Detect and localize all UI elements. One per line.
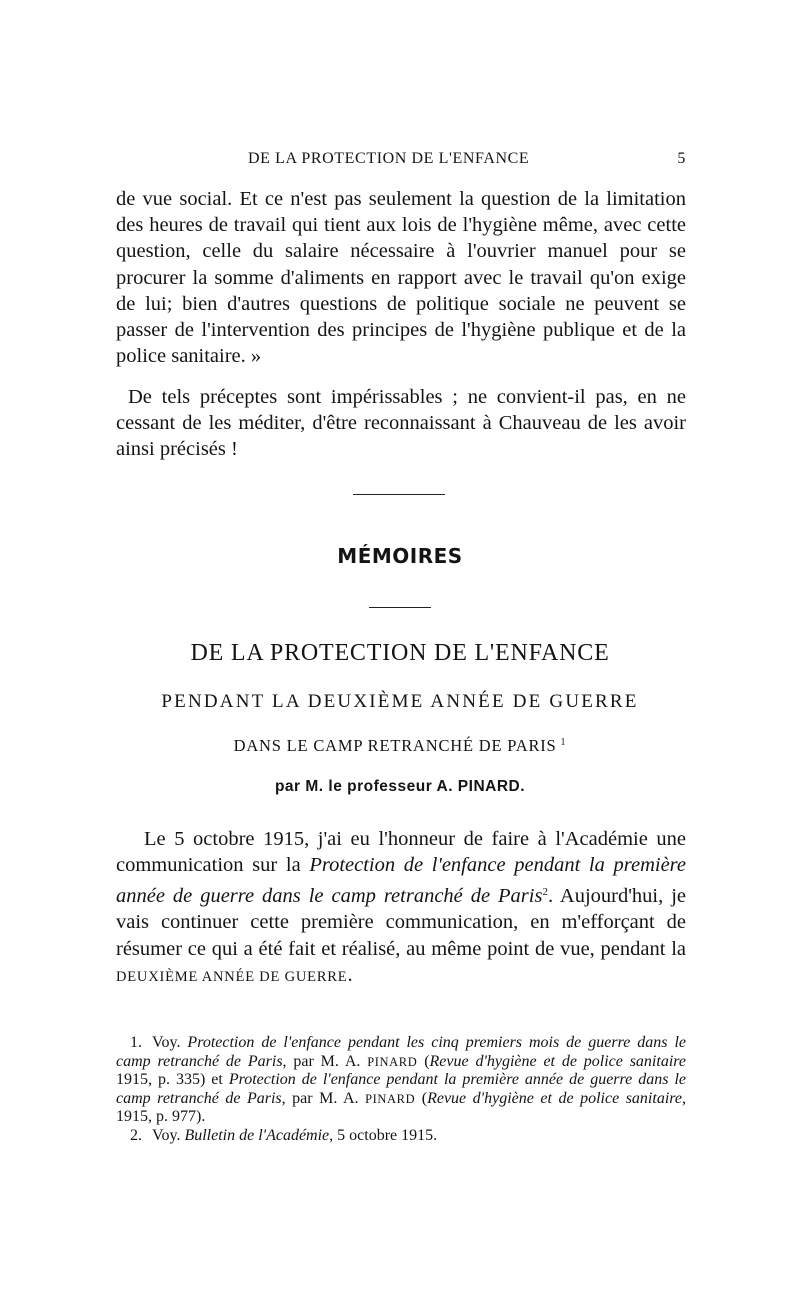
- footnote-1-text-k: (: [415, 1089, 428, 1107]
- footnote-2-number: 2.: [130, 1126, 142, 1144]
- footnote-1-author-2: PINARD: [365, 1091, 416, 1106]
- body-emphasis: DEUXIÈME ANNÉE DE GUERRE: [116, 969, 348, 986]
- footnote-1-journal-1: Revue d'hygiène et de police sanitaire: [429, 1052, 686, 1070]
- footnote-1-journal-2: Revue d'hygiène et de police sanitaire: [427, 1089, 683, 1107]
- article-subtitle-2: [0, 736, 800, 756]
- separator-rule: [353, 494, 445, 495]
- page-number: 5: [677, 150, 686, 167]
- footnote-1: [116, 1034, 686, 1127]
- footnote-1-text-m: , 1915, p. 977).: [116, 1089, 687, 1126]
- footnotes: [116, 1034, 686, 1146]
- footnote-1-title-1: Protection de l'enfance pendant les cinq premiers mois de guerre dans le camp retranché de Paris: [116, 1034, 687, 1070]
- footnote-ref-2: 2: [542, 885, 548, 898]
- footnote-1-title-2: Protection de l'enfance pendant la première année de guerre dans le camp retranché de Paris: [116, 1071, 687, 1107]
- article-body-paragraph: [116, 826, 686, 990]
- footnote-1-text-a: Voy.: [152, 1034, 188, 1051]
- footnote-1-author-1: PINARD: [367, 1054, 418, 1069]
- article-subtitle: PENDANT LA DEUXIÈME ANNÉE DE GUERRE: [161, 691, 639, 712]
- separator-rule-short: [369, 607, 431, 608]
- footnote-1-number: 1.: [130, 1034, 142, 1051]
- body-text-3: .: [347, 964, 353, 987]
- body-text-1: Le 5 octobre 1915, j'ai eu l'honneur de faire à l'Académie une communication sur la: [116, 828, 686, 877]
- commentary-text: De tels préceptes sont impérissables ; ne convient-il pas, en ne cessant de les méditer, d'être reconnaissant à Chauveau de les avoir ainsi précisés !: [116, 386, 686, 461]
- body-text-2: . Aujourd'hui, je vais continuer cette première communication, en m'efforçant de résumer ce qui a été fait et réalisé, au même point de vue, pendant la: [116, 884, 686, 960]
- footnote-2-text-c: , 5 octobre 1915.: [329, 1126, 438, 1144]
- footnote-2-text-a: Voy.: [152, 1126, 185, 1144]
- running-head-title: DE LA PROTECTION DE L'ENFANCE: [248, 150, 530, 167]
- author-byline: par M. le professeur A. PINARD.: [274, 778, 526, 795]
- quote-continuation-paragraph: de vue social. Et ce n'est pas seulement la question de la limitation des heures de travail qui tient aux lois de l'hygiène même, avec cette question, celle du salaire nécessaire à l'ouvrier manuel pour se procurer la somme d'aliments en rapport avec le travail qu'on exige de lui; bien d'autres questions de politique sociale ne peuvent se passer de l'intervention des principes de l'hygiène publique et de la police sanitaire. »: [116, 188, 686, 368]
- commentary-paragraph: [116, 384, 686, 463]
- article-title: DE LA PROTECTION DE L'ENFANCE: [190, 640, 610, 666]
- running-head: [118, 150, 686, 172]
- footnote-2-title: Bulletin de l'Académie: [184, 1126, 330, 1144]
- footnote-1-text-c: , par M. A.: [282, 1052, 368, 1070]
- body-cited-title: Protection de l'enfance pendant la première année de guerre dans le camp retranché de Paris: [116, 854, 686, 907]
- article-subtitle-2-text: DANS LE CAMP RETRANCHÉ DE PARIS: [233, 736, 557, 755]
- footnote-1-text-e: (: [417, 1052, 430, 1070]
- footnote-1-text-i: , par M. A.: [281, 1089, 366, 1107]
- footnote-ref-1: 1: [560, 737, 567, 748]
- footnote-2: [116, 1127, 686, 1146]
- section-heading: MÉMOIRES: [337, 544, 463, 568]
- footnote-1-text-g: 1915, p. 335) et: [116, 1071, 229, 1089]
